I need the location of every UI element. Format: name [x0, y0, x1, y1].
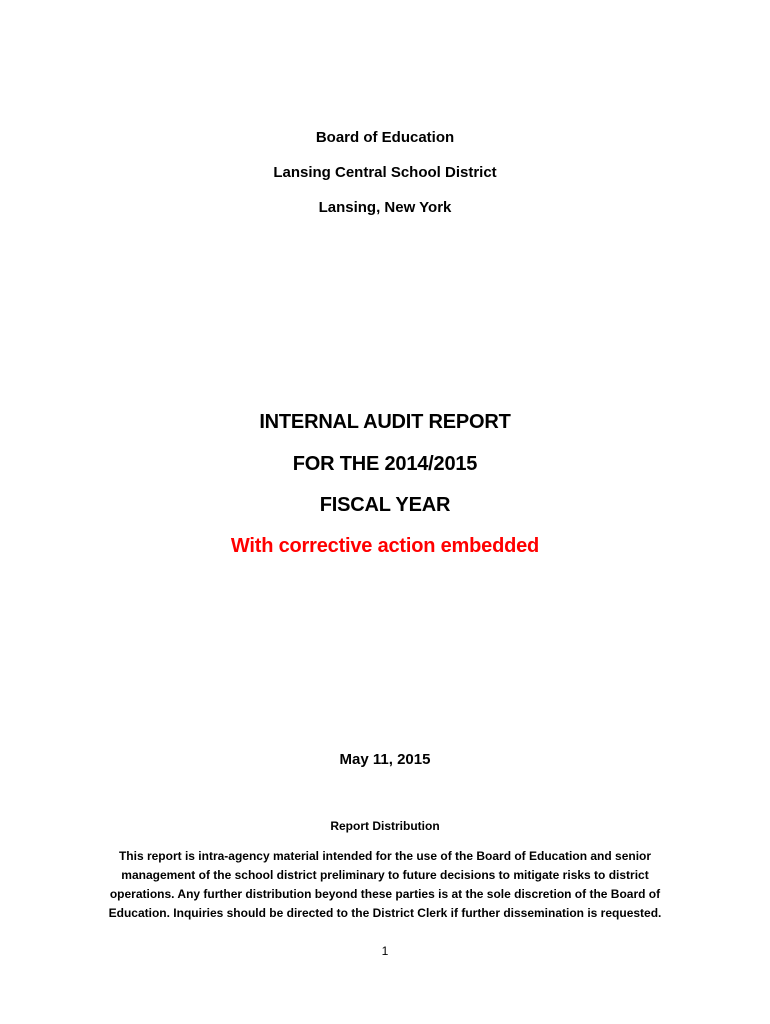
- report-period: FOR THE 2014/2015: [292, 453, 478, 475]
- report-title: INTERNAL AUDIT REPORT: [259, 411, 511, 433]
- distribution-heading: Report Distribution: [330, 819, 440, 833]
- board-heading: Board of Education: [315, 129, 455, 146]
- district-name: Lansing Central School District: [273, 164, 497, 181]
- distribution-notice: This report is intra-agency material intended for the use of the Board of Education and senior management of the school district preliminary to future decisions to mitigate risks to district operations. Any further distribution beyond these parties is at the sole discretion of the Board of Education. Inquiries should be directed to the District Clerk if further dissemination is requested.: [108, 849, 662, 920]
- page-number: 1: [381, 944, 389, 958]
- district-location: Lansing, New York: [318, 199, 452, 216]
- report-fiscal-year: FISCAL YEAR: [319, 494, 451, 516]
- report-subtitle: With corrective action embedded: [230, 535, 540, 557]
- report-date: May 11, 2015: [339, 751, 431, 768]
